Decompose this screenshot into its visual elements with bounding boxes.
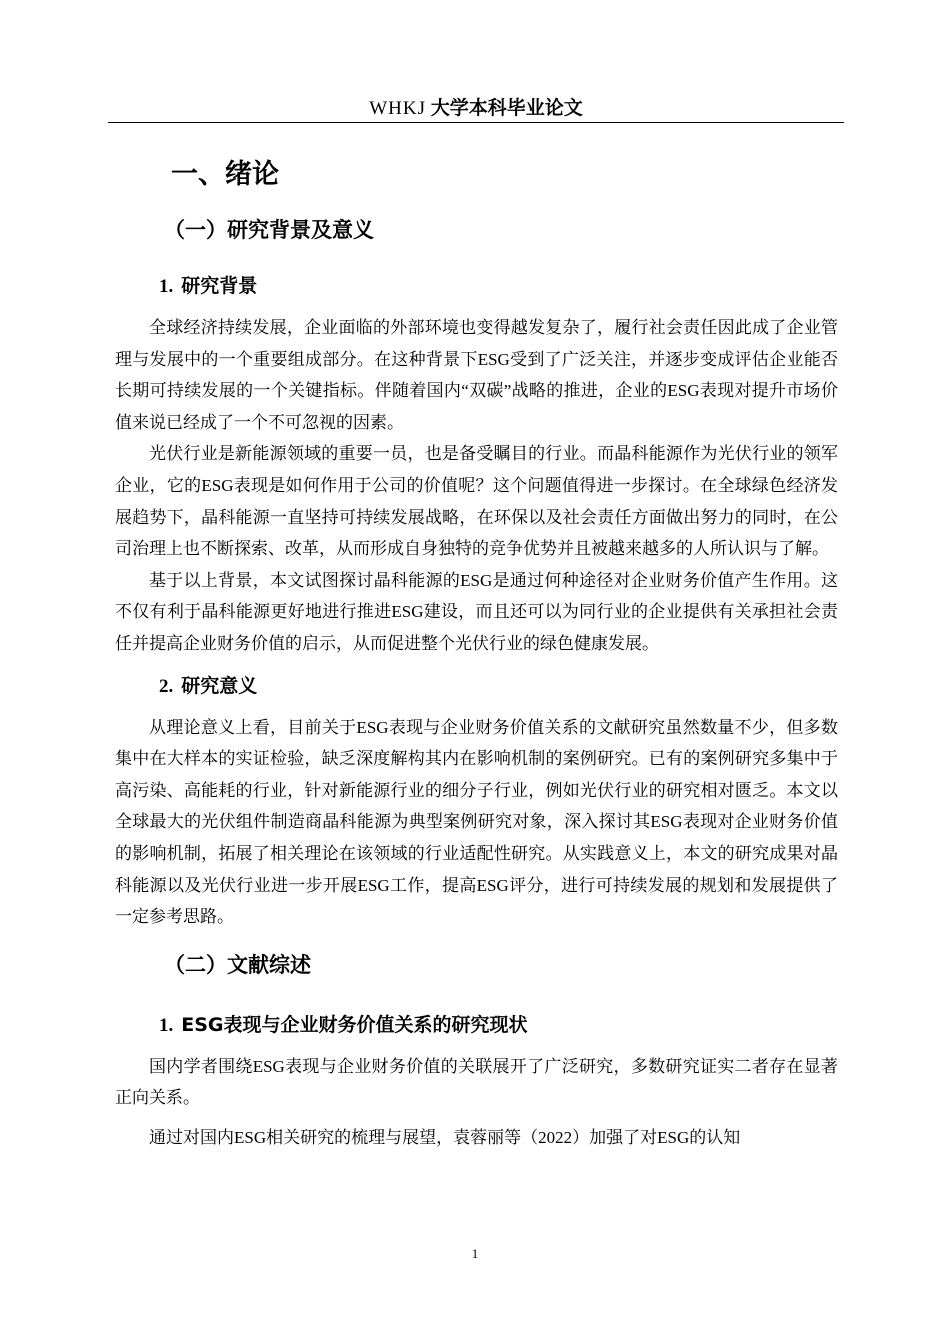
subsection-heading-significance — [115, 660, 838, 712]
section-heading-literature: （二）文献综述 — [164, 952, 311, 977]
subsection-heading-status — [115, 999, 838, 1051]
subsection-number: 2. — [159, 675, 174, 697]
header-title: 大学本科毕业论文 — [430, 97, 583, 119]
section-heading-background: （一）研究背景及意义 — [164, 218, 374, 242]
subsection-heading-background — [115, 260, 838, 312]
subsection-number: 1. — [159, 1014, 174, 1036]
paragraph: 从理论意义上看，目前关于ESG表现与企业财务价值关系的文献研究虽然数量不少，但多数集中在大样本的实证检验，缺乏深度解构其内在影响机制的案例研究。已有的案例研究多集中于高污染、高能耗的行业，针对新能源行业的细分子行业，例如光伏行业的研究相对匮乏。本文以全球最大的光伏组件制造商晶科能源为典型案例研究对象，深入探讨其ESG表现对企业财务价值的影响机制，拓展了相关理论在该领域的行业适配性研究。从实践意义上，本文的研究成果对晶科能源以及光伏行业进一步开展ESG工作，提高ESG评分，进行可持续发展的规划和发展提供了一定参考思路。 — [115, 717, 838, 927]
paragraph: 通过对国内ESG相关研究的梳理与展望，袁蓉丽等（2022）加强了对ESG的认知 — [149, 1127, 741, 1147]
header-latin: WHKJ — [369, 98, 426, 119]
chapter-title: 一、绪论 — [171, 159, 279, 190]
subsection-number: 1. — [159, 276, 174, 297]
subsection-title: 研究意义 — [181, 674, 258, 697]
page-body — [115, 150, 838, 1153]
paragraph: 基于以上背景，本文试图探讨晶科能源的ESG是通过何种途径对企业财务价值产生作用。这不仅有利于晶科能源更好地进行推进ESG建设，而且还可以为同行业的企业提供有关承担社会责任并提高企业财务价值的启示，从而促进整个光伏行业的绿色健康发展。 — [115, 570, 838, 653]
subsection-title: ESG表现与企业财务价值关系的研究现状 — [181, 1013, 528, 1036]
subsection-title: 研究背景 — [181, 275, 258, 297]
paragraph: 全球经济持续发展，企业面临的外部环境也变得越发复杂了，履行社会责任因此成了企业管理与发展中的一个重要组成部分。在这种背景下ESG受到了广泛关注，并逐步变成评估企业能否长期可持续发展的一个关键指标。伴随着国内“双碳”战略的推进，企业的ESG表现对提升市场价值来说已经成了一个不可忽视的因素。 — [115, 318, 838, 432]
running-header — [108, 94, 844, 122]
header-divider — [108, 122, 844, 123]
paragraph: 国内学者围绕ESG表现与企业财务价值的关联展开了广泛研究，多数研究证实二者存在显著正向关系。 — [115, 1056, 838, 1108]
paragraph: 光伏行业是新能源领域的重要一员，也是备受瞩目的行业。而晶科能源作为光伏行业的领军企业，它的ESG表现是如何作用于公司的价值呢？这个问题值得进一步探讨。在全球绿色经济发展趋势下，晶科能源一直坚持可持续发展战略，在环保以及社会责任方面做出努力的同时，在公司治理上也不断探索、改革，从而形成自身独特的竞争优势并且被越来越多的人所认识与了解。 — [115, 444, 838, 559]
page-number: 1 — [471, 1246, 479, 1261]
